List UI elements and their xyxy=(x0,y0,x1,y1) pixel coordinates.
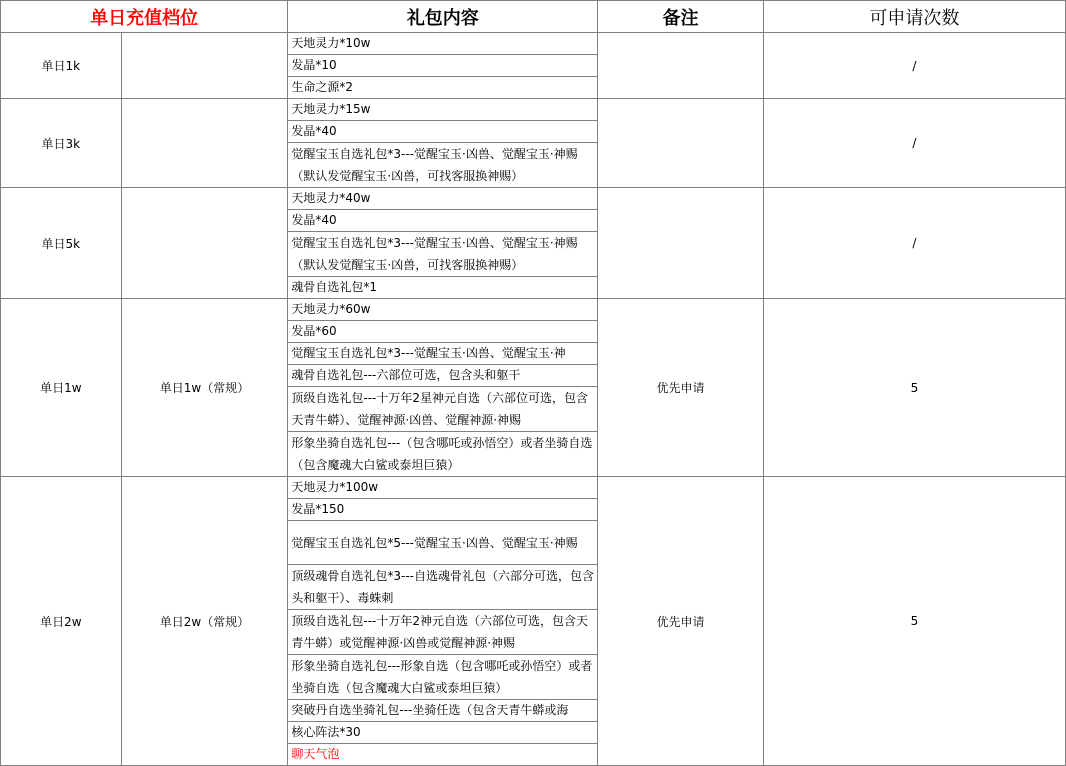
tier-cell: 单日2w xyxy=(1,477,122,766)
tier-cell: 单日1w xyxy=(1,299,122,477)
item-cell: 觉醒宝玉自选礼包*3---觉醒宝玉·凶兽、觉醒宝玉·神赐（默认发觉醒宝玉·凶兽，可找客服换神赐） xyxy=(288,232,598,277)
note-cell xyxy=(598,33,764,99)
note-cell: 优先申请 xyxy=(598,299,764,477)
item-cell: 觉醒宝玉自选礼包*5---觉醒宝玉·凶兽、觉醒宝玉·神赐 xyxy=(288,521,598,565)
item-cell: 觉醒宝玉自选礼包*3---觉醒宝玉·凶兽、觉醒宝玉·神赐（默认发觉醒宝玉·凶兽，可找客服换神赐） xyxy=(288,143,598,188)
item-cell: 发晶*40 xyxy=(288,121,598,143)
tier-cell: 单日5k xyxy=(1,188,122,299)
note-cell xyxy=(598,188,764,299)
item-cell: 发晶*60 xyxy=(288,321,598,343)
item-cell: 发晶*150 xyxy=(288,499,598,521)
count-cell: / xyxy=(763,33,1065,99)
item-cell: 天地灵力*100w xyxy=(288,477,598,499)
count-cell: / xyxy=(763,99,1065,188)
sub-cell xyxy=(121,99,288,188)
item-cell: 形象坐骑自选礼包---形象自选（包含哪吒或孙悟空）或者坐骑自选（包含魔魂大白鲨或泰坦巨猿） xyxy=(288,655,598,700)
tier-cell: 单日1k xyxy=(1,33,122,99)
item-cell: 核心阵法*30 xyxy=(288,722,598,744)
item-cell: 天地灵力*15w xyxy=(288,99,598,121)
item-cell-chat-bubble: 聊天气泡 xyxy=(288,744,598,766)
item-cell: 天地灵力*60w xyxy=(288,299,598,321)
sub-cell xyxy=(121,33,288,99)
header-count: 可申请次数 xyxy=(763,1,1065,33)
header-note: 备注 xyxy=(598,1,764,33)
item-cell: 顶级自选礼包---十万年2神元自选（六部位可选，包含天青牛蟒）或觉醒神源·凶兽或觉醒神源·神赐 xyxy=(288,610,598,655)
item-cell: 发晶*10 xyxy=(288,55,598,77)
item-cell: 魂骨自选礼包---六部位可选，包含头和躯干 xyxy=(288,365,598,387)
note-cell xyxy=(598,99,764,188)
sub-cell: 单日2w（常规） xyxy=(121,477,288,766)
count-cell: / xyxy=(763,188,1065,299)
count-cell: 5 xyxy=(763,477,1065,766)
item-cell: 突破丹自选坐骑礼包---坐骑任选（包含天青牛蟒或海 xyxy=(288,700,598,722)
item-cell: 顶级自选礼包---十万年2星神元自选（六部位可选，包含天青牛蟒）、觉醒神源·凶兽、觉醒神源·神赐 xyxy=(288,387,598,432)
sub-cell xyxy=(121,188,288,299)
item-cell: 魂骨自选礼包*1 xyxy=(288,277,598,299)
item-cell: 形象坐骑自选礼包---（包含哪吒或孙悟空）或者坐骑自选（包含魔魂大白鲨或泰坦巨猿） xyxy=(288,432,598,477)
sub-cell: 单日1w（常规） xyxy=(121,299,288,477)
note-cell: 优先申请 xyxy=(598,477,764,766)
item-cell: 顶级魂骨自选礼包*3---自选魂骨礼包（六部分可选，包含头和躯干）、毒蛛刺 xyxy=(288,565,598,610)
tier-cell: 单日3k xyxy=(1,99,122,188)
header-tier: 单日充值档位 xyxy=(1,1,288,33)
item-cell: 天地灵力*10w xyxy=(288,33,598,55)
count-cell: 5 xyxy=(763,299,1065,477)
header-content: 礼包内容 xyxy=(288,1,598,33)
item-cell: 发晶*40 xyxy=(288,210,598,232)
item-cell: 天地灵力*40w xyxy=(288,188,598,210)
item-cell: 觉醒宝玉自选礼包*3---觉醒宝玉·凶兽、觉醒宝玉·神 xyxy=(288,343,598,365)
item-cell: 生命之源*2 xyxy=(288,77,598,99)
